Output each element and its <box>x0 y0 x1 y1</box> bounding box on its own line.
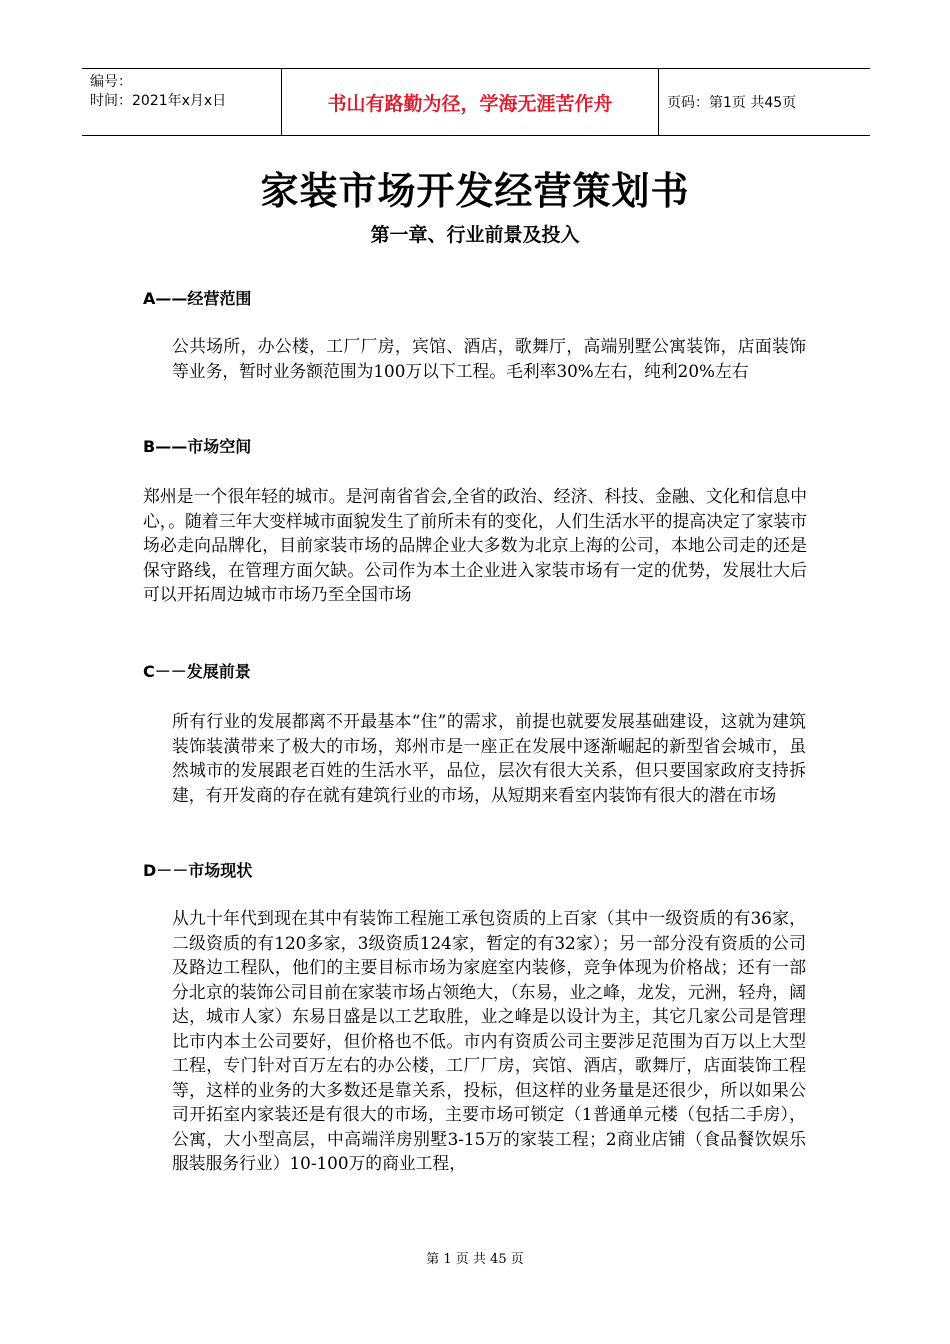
document-title: 家装市场开发经营策划书 <box>260 168 690 213</box>
page-footer: 第 1 页 共 45 页 <box>426 1252 524 1267</box>
chapter-heading: 第一章、行业前景及投入 <box>370 224 580 246</box>
section-heading-d: D－－市场现状 <box>143 861 253 880</box>
header-divider <box>658 69 659 135</box>
header-meta <box>90 73 280 111</box>
header-page-info: 页码：第1页 共45页 <box>667 95 797 111</box>
section-heading-b: B——市场空间 <box>143 437 252 456</box>
section-paragraph-d: 从九十年代到现在其中有装饰工程施工承包资质的上百家（其中一级资质的有36家，二级资质的有120多家，3级资质124家，暂定的有32家）；另一部分没有资质的公司及路边工程队，他们的主要目标市场为家庭室内装修，竞争体现为价格战；还有一部分北京的装饰公司目前在家装市场占领绝大，（东易，业之峰，龙发，元洲，轻舟，阔达，城市人家）东易日盛是以工艺取胜，业之峰是以设计为主，其它几家公司是管理比市内本土公司要好，但价格也不低。市内有资质公司主要涉足范围为百万以上大型工程，专门针对百万左右的办公楼，工厂厂房，宾馆、酒店，歌舞厅，店面装饰工程等，这样的业务的大多数还是靠关系，投标，但这样的业务量是还很少，所以如果公司开拓室内家装还是有很大的市场，主要市场可锁定（1普通单元楼（包括二手房），公寓，大小型高层，中高端洋房别墅3-15万的家装工程；2商业店铺（食品餐饮娱乐服装服务行业）10-100万的商业工程， <box>172 908 806 1173</box>
section-paragraph-b: 郑州是一个很年轻的城市。是河南省省会,全省的政治、经济、科技、金融、文化和信息中心，。随着三年大变样城市面貌发生了前所未有的变化，人们生活水平的提高决定了家装市场必走向品牌化，目前家装市场的品牌企业大多数为北京上海的公司，本地公司走的还是保守路线，在管理方面欠缺。公司作为本土企业进入家装市场有一定的优势，发展壮大后可以开拓周边城市市场乃至全国市场 <box>143 486 807 604</box>
section-heading-c: C－－发展前景 <box>143 662 251 681</box>
header-motto: 书山有路勤为径，学海无涯苦作舟 <box>327 92 613 115</box>
header-number-label: 编号： <box>90 74 132 90</box>
section-paragraph-c: 所有行业的发展都离不开最基本“住”的需求，前提也就要发展基础建设，这就为建筑装饰装潢带来了极大的市场，郑州市是一座正在发展中逐渐崛起的新型省会城市，虽然城市的发展跟老百姓的生活水平，品位，层次有很大关系，但只要国家政府支持拆建，有开发商的存在就有建筑行业的市场，从短期来看室内装饰有很大的潜在市场 <box>172 711 806 805</box>
page-header <box>82 68 870 136</box>
header-time-label: 时间：2021年x月x日 <box>90 93 227 109</box>
section-paragraph-a: 公共场所，办公楼，工厂厂房，宾馆、酒店，歌舞厅，高端别墅公寓装饰，店面装饰等业务，暂时业务额范围为100万以下工程。毛利率30%左右，纯利20%左右 <box>172 336 806 381</box>
section-heading-a: A——经营范围 <box>143 289 252 308</box>
